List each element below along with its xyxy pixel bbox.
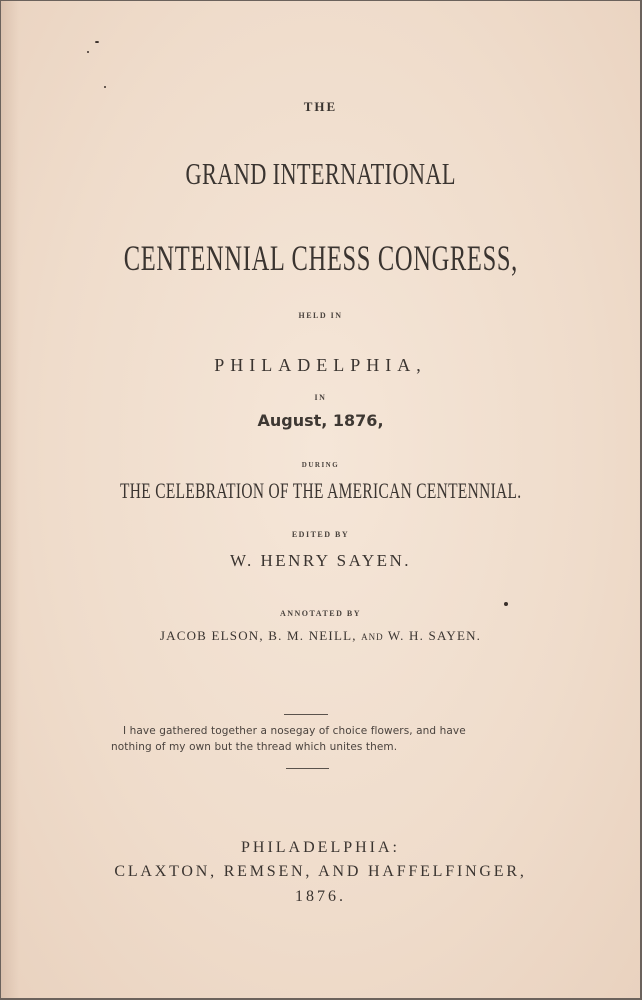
title-page [1, 1, 640, 998]
epigraph [111, 723, 531, 755]
occasion-text: THE CELEBRATION OF THE AMERICAN CENTENNIAL. [119, 478, 522, 503]
title-line-2 [1, 237, 640, 279]
paper-speck [104, 86, 106, 88]
date: August, 1876, [257, 411, 384, 430]
epigraph-line-1: I have gathered together a nosegay of choice flowers, and have [123, 725, 466, 737]
annotators-and: AND [361, 632, 384, 642]
in-label: IN [314, 393, 327, 402]
publisher: CLAXTON, REMSEN, AND HAFFELFINGER, [114, 863, 527, 880]
occasion [1, 478, 640, 504]
title-line-2-text: CENTENNIAL CHESS CONGRESS, [123, 238, 518, 278]
paper-speck [87, 51, 89, 53]
edited-by-label: EDITED BY [291, 530, 350, 539]
annotated-by-label: ANNOTATED BY [279, 609, 362, 618]
annotators [1, 628, 640, 644]
city: PHILADELPHIA, [214, 355, 427, 375]
imprint-city: PHILADELPHIA: [241, 839, 400, 856]
title-line-1 [1, 156, 640, 192]
epigraph-bottom-rule [286, 768, 329, 769]
publication-year: 1876. [295, 888, 346, 905]
paper-speck [504, 602, 508, 606]
paper-speck [95, 41, 99, 43]
epigraph-top-rule [284, 714, 328, 715]
editor-name: W. HENRY SAYEN. [229, 551, 412, 570]
during-label: DURING [301, 461, 340, 469]
title-line-1-text: GRAND INTERNATIONAL [185, 156, 456, 191]
title-the: THE [303, 99, 338, 114]
annotators-part-2: W. H. SAYEN. [383, 628, 482, 643]
annotators-part-1: JACOB ELSON, B. M. NEILL, [159, 628, 362, 643]
held-in-label: HELD IN [298, 311, 343, 320]
epigraph-line-2: nothing of my own but the thread which unites them. [111, 741, 398, 753]
